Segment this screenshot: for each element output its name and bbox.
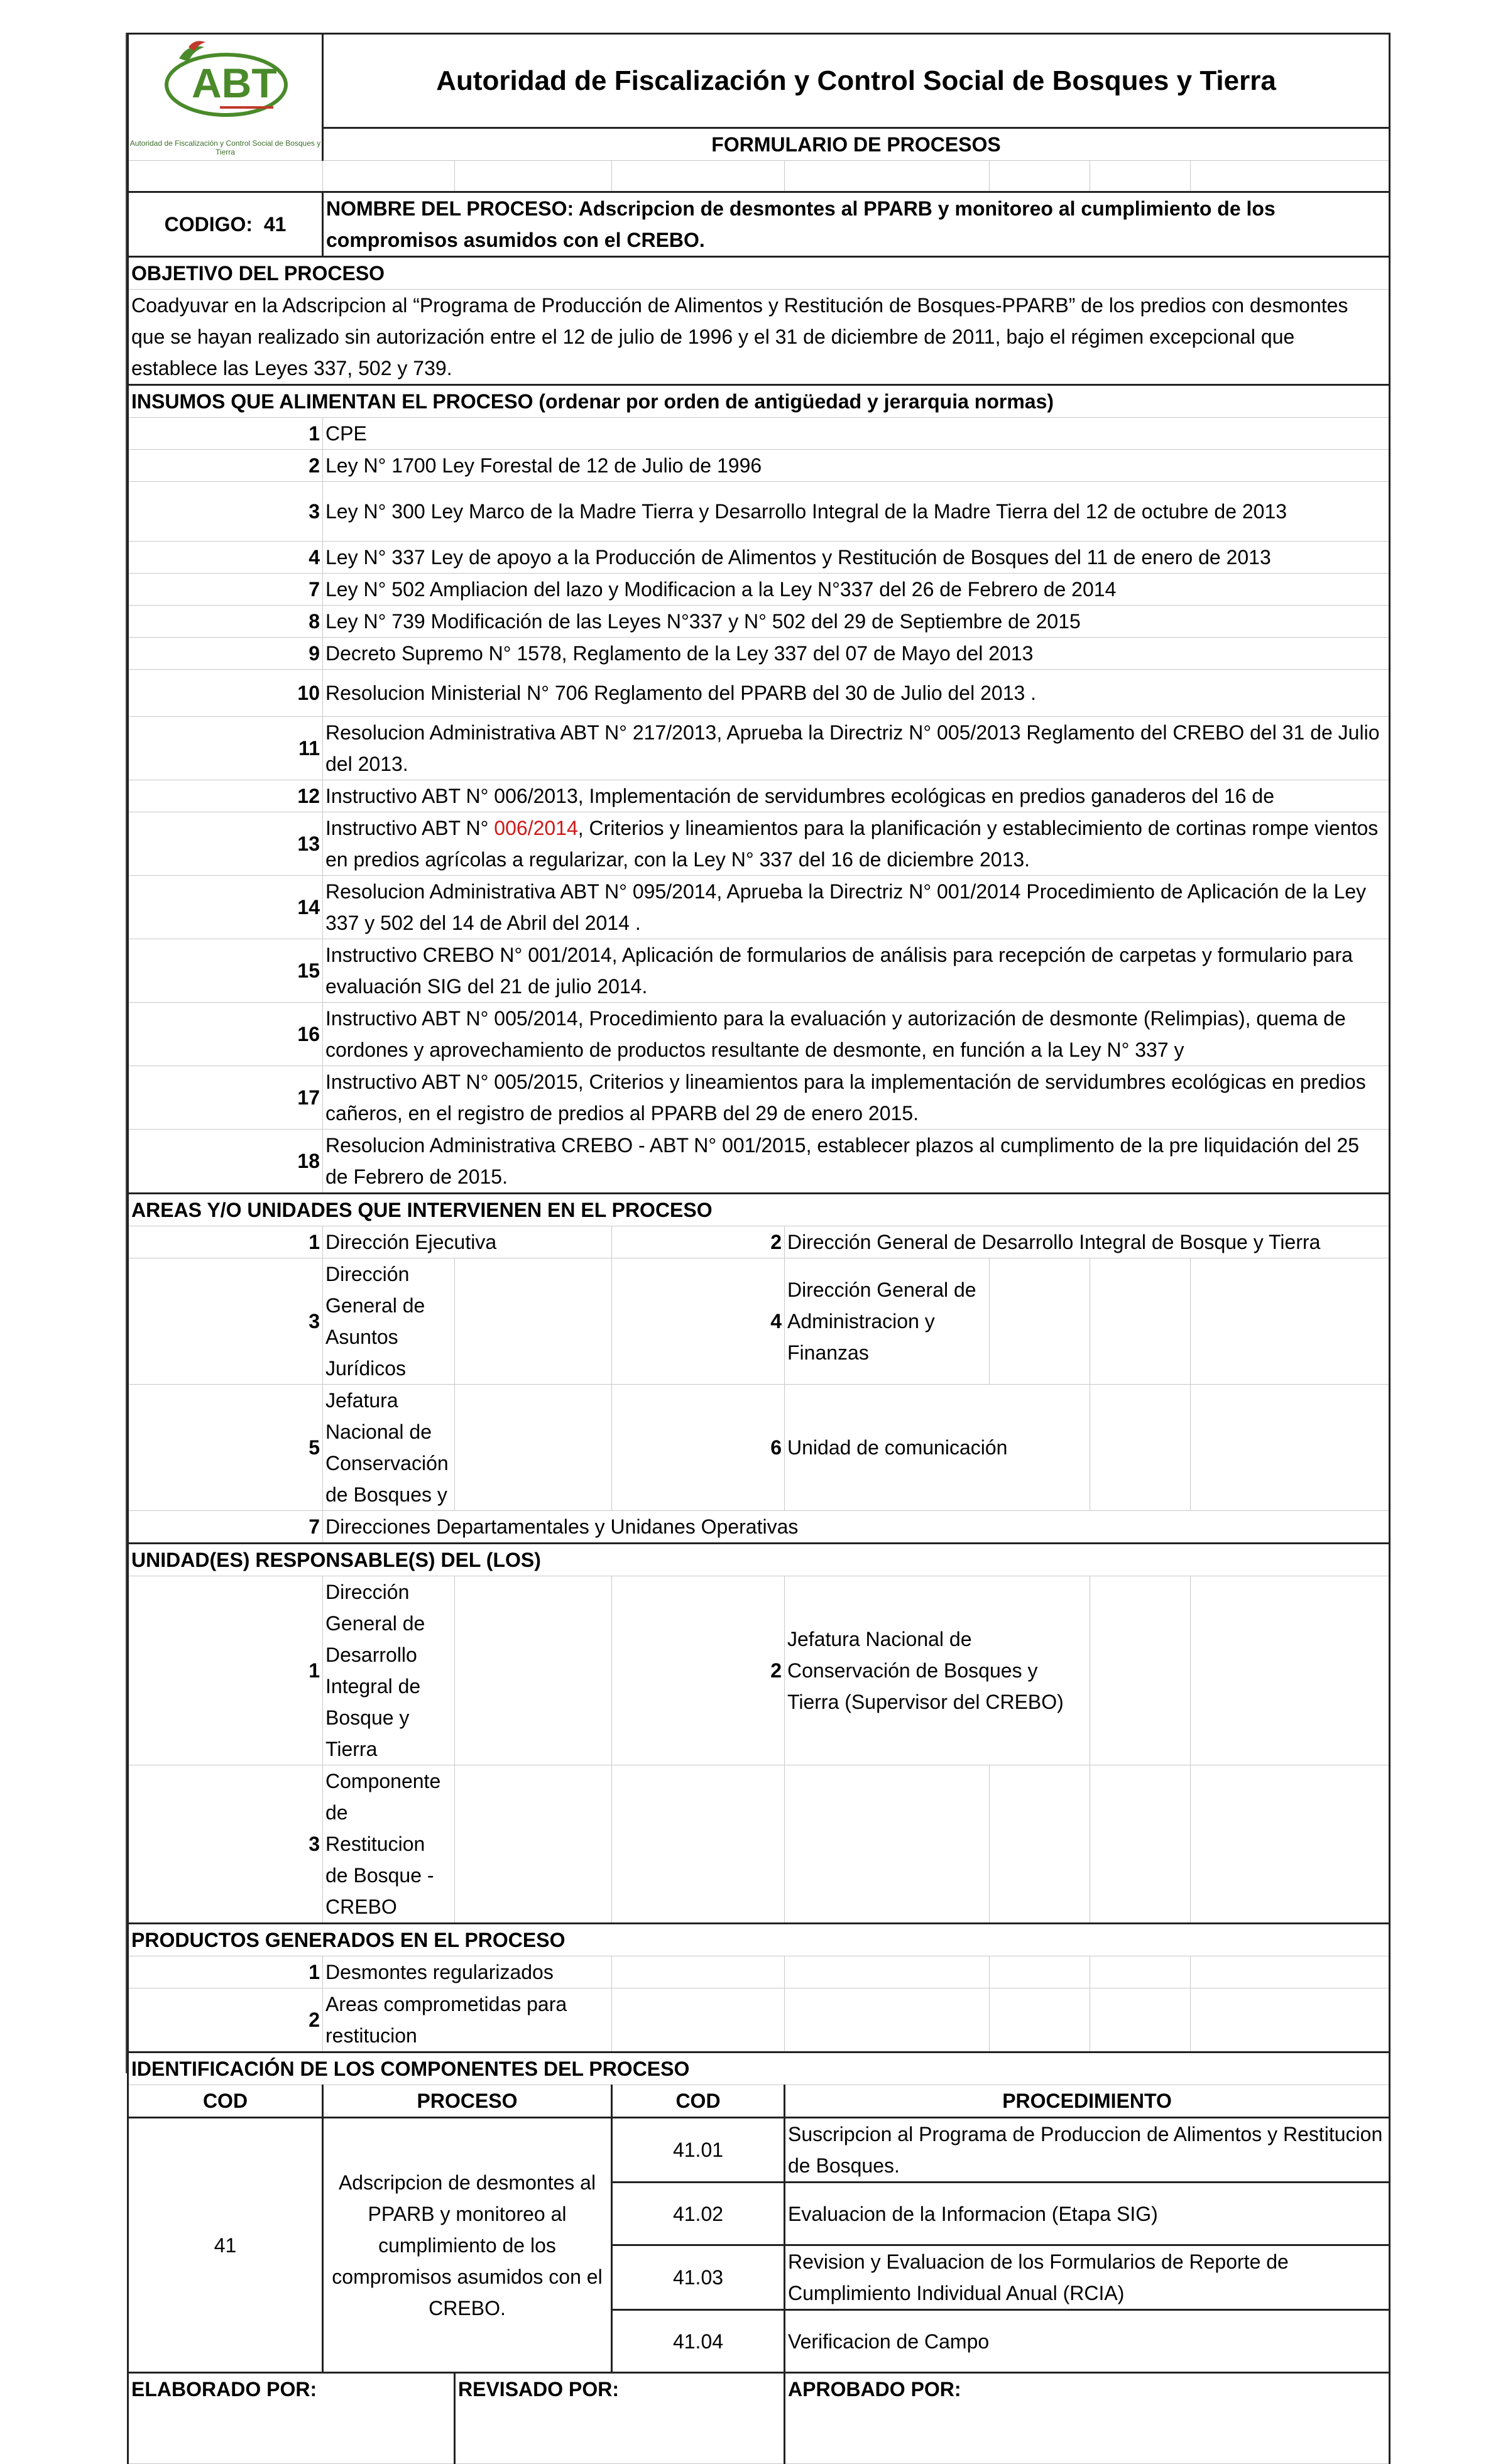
table-row: 41.04 Verificacion de Campo <box>128 2310 1390 2373</box>
insumos-heading: INSUMOS QUE ALIMENTAN EL PROCESO (ordenar por orden de antigüedad y jerarquia normas) <box>128 385 1390 418</box>
list-item: 2 Areas comprometidas para restitucion <box>128 1988 1390 2052</box>
elaborado-por: ELABORADO POR: <box>128 2373 455 2464</box>
list-item: 14 Resolucion Administrativa ABT N° 095/2014, Aprueba la Directriz N° 001/2014 Procedimiento de Aplicación de la Ley 337 y 502 del 14 de Abril del 2014 . <box>128 876 1390 939</box>
list-item: 9 Decreto Supremo N° 1578, Reglamento de la Ley 337 del 07 de Mayo del 2013 <box>128 638 1390 670</box>
codigo-value: 41 <box>263 213 287 236</box>
logo-subtext: Autoridad de Fiscalización y Control Social de Bosques y Tierra <box>129 139 321 156</box>
table-header-row: COD PROCESO COD PROCEDIMIENTO <box>128 2085 1390 2118</box>
objetivo-text: Coadyuvar en la Adscripcion al “Programa de Producción de Alimentos y Restitución de Bosques-PPARB” de los predios con desmontes que se hayan realizado sin autorización entre el 12 de julio de 1996 y el 31 de diciembre de 2011, bajo el régimen excepcional que establece las Leyes 337, 502 y 739. <box>128 290 1390 385</box>
componente-proceso: Adscripcion de desmontes al PPARB y monitoreo al cumplimiento de los compromisos asumidos con el CREBO. <box>323 2118 612 2373</box>
list-item: 17 Instructivo ABT N° 005/2015, Criterios y lineamientos para la implementación de servidumbres ecológicas en predios cañeros, en el registro de predios al PPARB del 29 de enero 2015. <box>128 1066 1390 1130</box>
list-item: 11 Resolucion Administrativa ABT N° 217/2013, Aprueba la Directriz N° 005/2013 Reglamento del CREBO del 31 de Julio del 2013. <box>128 717 1390 780</box>
process-form-table <box>127 33 1391 2464</box>
abt-logo-icon <box>154 40 298 134</box>
table-row: 41 Adscripcion de desmontes al PPARB y monitoreo al cumplimiento de los compromisos asumidos con el CREBO. 41.01 Suscripcion al Programa de Produccion de Alimentos y Restitucion de Bosques. <box>128 2118 1390 2183</box>
productos-heading: PRODUCTOS GENERADOS EN EL PROCESO <box>128 1924 1390 1956</box>
objetivo-heading: OBJETIVO DEL PROCESO <box>128 257 1390 290</box>
list-item: 1 Dirección General de Desarrollo Integral de Bosque y Tierra 2 Jefatura Nacional de Conservación de Bosques y Tierra (Supervisor del CREBO) <box>128 1576 1390 1765</box>
red-highlight-text: 006/2014 <box>494 817 578 839</box>
list-item: 1 Desmontes regularizados <box>128 1956 1390 1988</box>
list-item: 15 Instructivo CREBO N° 001/2014, Aplicación de formularios de análisis para recepción de carpetas y formulario para evaluación SIG del 21 de julio 2014. <box>128 939 1390 1003</box>
nombre-cell <box>323 192 1390 257</box>
codigo-cell <box>128 192 323 257</box>
list-item: 8 Ley N° 739 Modificación de las Leyes N°337 y N° 502 del 29 de Septiembre de 2015 <box>128 606 1390 638</box>
list-item: 18 Resolucion Administrativa CREBO - ABT N° 001/2015, establecer plazos al cumplimento de la pre liquidación del 25 de Febrero de 2015. <box>128 1130 1390 1194</box>
list-item: 2 Ley N° 1700 Ley Forestal de 12 de Julio de 1996 <box>128 450 1390 482</box>
list-item: 5 Jefatura Nacional de Conservación de Bosques y 6 Unidad de comunicación <box>128 1385 1390 1511</box>
list-item: 1 CPE <box>128 418 1390 450</box>
list-item: 3 Componente de Restitucion de Bosque - CREBO <box>128 1765 1390 1924</box>
revisado-por: REVISADO POR: <box>455 2373 785 2464</box>
list-item: 16 Instructivo ABT N° 005/2014, Procedimiento para la evaluación y autorización de desmonte (Relimpias), quema de cordones y aprovechamiento de productos resultante de desmonte, en función a la Ley N° 337 y <box>128 1003 1390 1066</box>
abt-logo <box>129 35 322 160</box>
process-form-sheet <box>126 33 1390 2401</box>
componentes-heading: IDENTIFICACIÓN DE LOS COMPONENTES DEL PROCESO <box>128 2052 1390 2085</box>
logo-text: ABT <box>192 60 277 106</box>
list-item: 3 Ley N° 300 Ley Marco de la Madre Tierra y Desarrollo Integral de la Madre Tierra del 12 de octubre de 2013 <box>128 482 1390 542</box>
page-title: Autoridad de Fiscalización y Control Social de Bosques y Tierra <box>323 34 1390 128</box>
codigo-label: CODIGO: <box>164 213 253 236</box>
responsables-heading: UNIDAD(ES) RESPONSABLE(S) DEL (LOS) <box>128 1544 1390 1576</box>
list-item: 7 Ley N° 502 Ampliacion del lazo y Modificacion a la Ley N°337 del 26 de Febrero de 2014 <box>128 574 1390 606</box>
list-item: 1 Dirección Ejecutiva 2 Dirección General de Desarrollo Integral de Bosque y Tierra <box>128 1226 1390 1258</box>
list-item: 3 Dirección General de Asuntos Jurídicos 4 Dirección General de Administracion y Finanzas <box>128 1258 1390 1385</box>
table-row: 41.03 Revision y Evaluacion de los Formularios de Reporte de Cumplimiento Individual Anual (RCIA) <box>128 2245 1390 2310</box>
list-item: 12 Instructivo ABT N° 006/2013, Implementación de servidumbres ecológicas en predios ganaderos del 16 de <box>128 780 1390 812</box>
areas-heading: AREAS Y/O UNIDADES QUE INTERVIENEN EN EL PROCESO <box>128 1194 1390 1226</box>
aprobado-por: APROBADO POR: <box>785 2373 1390 2464</box>
nombre-label: NOMBRE DEL PROCESO: <box>326 197 574 220</box>
list-item: 10 Resolucion Ministerial N° 706 Reglamento del PPARB del 30 de Julio del 2013 . <box>128 670 1390 717</box>
list-item: 13 Instructivo ABT N° 006/2014, Criterios y lineamientos para la planificación y establecimiento de cortinas rompe vientos en predios agrícolas a regularizar, con la Ley N° 337 del 16 de diciembre 2013. <box>128 812 1390 876</box>
logo-cell <box>128 34 323 161</box>
form-title: FORMULARIO DE PROCESOS <box>323 128 1390 161</box>
list-item: 7 Direcciones Departamentales y Unidanes Operativas <box>128 1511 1390 1544</box>
componente-cod: 41 <box>128 2118 323 2373</box>
list-item: 4 Ley N° 337 Ley de apoyo a la Producción de Alimentos y Restitución de Bosques del 11 de enero de 2013 <box>128 542 1390 574</box>
nombre-value: Adscripcion de desmontes al PPARB y monitoreo al cumplimiento de los compromisos asumidos con el CREBO. <box>326 197 1276 251</box>
table-row: 41.02 Evaluacion de la Informacion (Etapa SIG) <box>128 2183 1390 2245</box>
